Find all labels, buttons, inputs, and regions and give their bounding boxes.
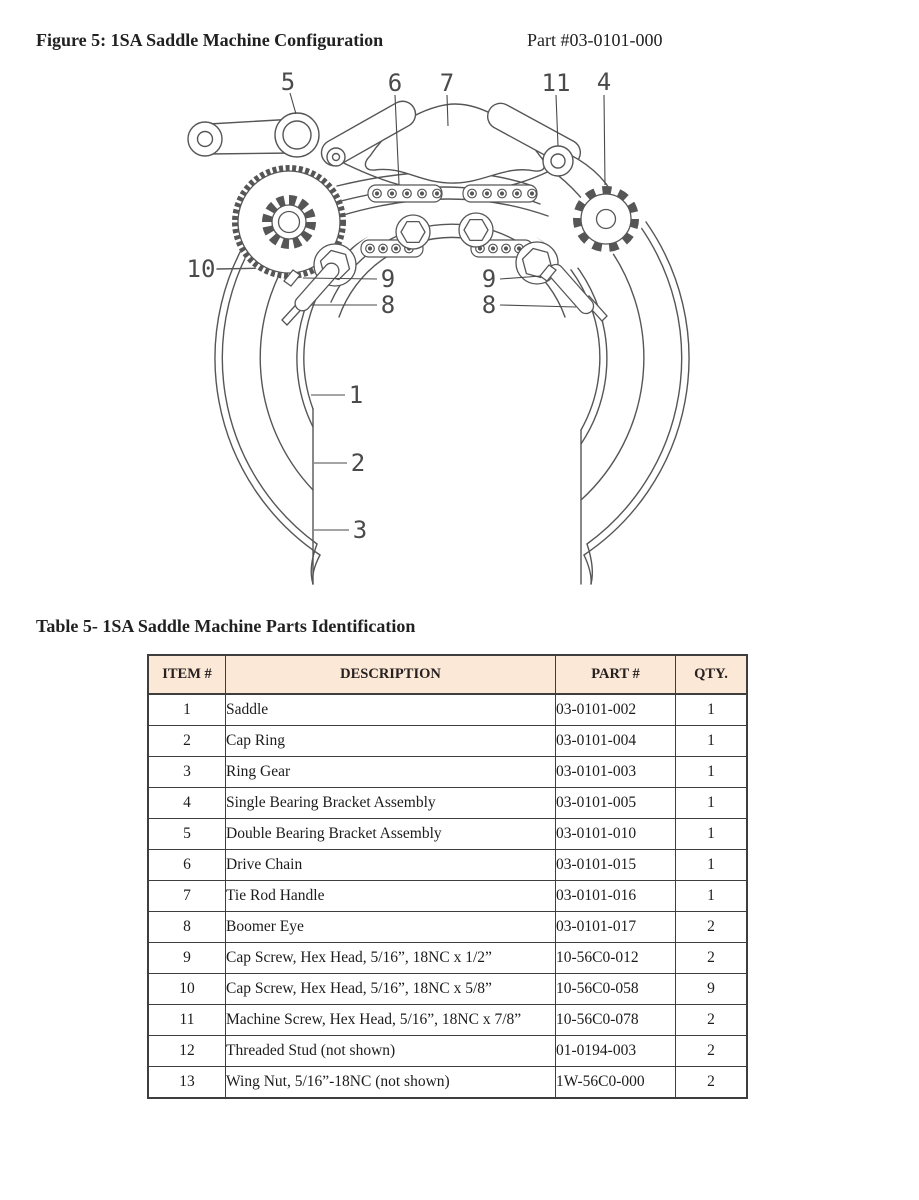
qty-cell: 9 — [676, 974, 748, 1005]
qty-cell: 2 — [676, 1067, 748, 1099]
part-number-cell: 10-56C0-012 — [556, 943, 676, 974]
bearing-11 — [543, 146, 573, 176]
callout-8-right: 8 — [481, 291, 497, 319]
column-header-0: ITEM # — [148, 655, 226, 694]
qty-cell: 2 — [676, 912, 748, 943]
table-row — [148, 850, 747, 881]
callout-9-left: 9 — [380, 265, 396, 293]
hex-bolt-mid-left — [396, 215, 430, 249]
callout-5: 5 — [280, 68, 296, 96]
description-cell: Cap Ring — [226, 726, 556, 757]
item-number-cell: 10 — [148, 974, 226, 1005]
table-title: Table 5- 1SA Saddle Machine Parts Identification — [36, 616, 416, 636]
item-number-cell: 8 — [148, 912, 226, 943]
item-number-cell: 4 — [148, 788, 226, 819]
qty-cell: 2 — [676, 943, 748, 974]
table-row — [148, 788, 747, 819]
part-number-cell: 03-0101-002 — [556, 694, 676, 726]
part-number-cell: 03-0101-005 — [556, 788, 676, 819]
qty-cell: 1 — [676, 819, 748, 850]
description-cell: Double Bearing Bracket Assembly — [226, 819, 556, 850]
callout-1: 1 — [348, 381, 364, 409]
part-number-cell: 03-0101-015 — [556, 850, 676, 881]
qty-cell: 1 — [676, 881, 748, 912]
item-number-cell: 11 — [148, 1005, 226, 1036]
qty-cell: 2 — [676, 1036, 748, 1067]
callout-10: 10 — [186, 255, 216, 283]
item-number-cell: 6 — [148, 850, 226, 881]
table-row — [148, 881, 747, 912]
item-number-cell: 3 — [148, 757, 226, 788]
part-number-cell: 03-0101-003 — [556, 757, 676, 788]
description-cell: Wing Nut, 5/16”-18NC (not shown) — [226, 1067, 556, 1099]
table-row — [148, 1067, 747, 1099]
callout-7: 7 — [439, 69, 455, 97]
table-row — [148, 912, 747, 943]
description-cell: Saddle — [226, 694, 556, 726]
description-cell: Ring Gear — [226, 757, 556, 788]
table-row — [148, 757, 747, 788]
part-number-cell: 1W-56C0-000 — [556, 1067, 676, 1099]
callout-2: 2 — [350, 449, 366, 477]
table-row — [148, 974, 747, 1005]
part-number-cell: 10-56C0-078 — [556, 1005, 676, 1036]
qty-cell: 1 — [676, 726, 748, 757]
description-cell: Cap Screw, Hex Head, 5/16”, 18NC x 1/2” — [226, 943, 556, 974]
description-cell: Cap Screw, Hex Head, 5/16”, 18NC x 5/8” — [226, 974, 556, 1005]
table-row — [148, 726, 747, 757]
qty-cell: 2 — [676, 1005, 748, 1036]
small-gear — [573, 186, 639, 252]
part-number-cell: 01-0194-003 — [556, 1036, 676, 1067]
drive-chain-upper-right — [463, 185, 537, 202]
part-number-cell: 03-0101-010 — [556, 819, 676, 850]
callout-8-left: 8 — [380, 291, 396, 319]
callout-6: 6 — [387, 69, 403, 97]
parts-table-head-row — [148, 655, 747, 694]
item-number-cell: 2 — [148, 726, 226, 757]
item-number-cell: 5 — [148, 819, 226, 850]
description-cell: Drive Chain — [226, 850, 556, 881]
table-row — [148, 943, 747, 974]
description-cell: Single Bearing Bracket Assembly — [226, 788, 556, 819]
table-row — [148, 694, 747, 726]
column-header-2: PART # — [556, 655, 676, 694]
qty-cell: 1 — [676, 694, 748, 726]
table-row — [148, 1005, 747, 1036]
item-number-cell: 9 — [148, 943, 226, 974]
column-header-3: QTY. — [676, 655, 748, 694]
column-header-1: DESCRIPTION — [226, 655, 556, 694]
hex-bolt-mid-right — [459, 213, 493, 247]
table-row — [148, 819, 747, 850]
item-number-cell: 12 — [148, 1036, 226, 1067]
figure-title: Figure 5: 1SA Saddle Machine Configuration — [36, 30, 384, 50]
part-number-cell: 03-0101-016 — [556, 881, 676, 912]
part-number-cell: 10-56C0-058 — [556, 974, 676, 1005]
callout-11: 11 — [541, 69, 571, 97]
qty-cell: 1 — [676, 757, 748, 788]
description-cell: Threaded Stud (not shown) — [226, 1036, 556, 1067]
item-number-cell: 7 — [148, 881, 226, 912]
qty-cell: 1 — [676, 788, 748, 819]
qty-cell: 1 — [676, 850, 748, 881]
parts-table — [147, 654, 748, 1099]
parts-table-body — [148, 694, 747, 1098]
drive-chain-upper-left — [368, 185, 442, 202]
table-row — [148, 1036, 747, 1067]
description-cell: Boomer Eye — [226, 912, 556, 943]
callout-9-right: 9 — [481, 265, 497, 293]
callout-4: 4 — [596, 68, 612, 96]
item-number-cell: 13 — [148, 1067, 226, 1099]
part-number-cell: 03-0101-004 — [556, 726, 676, 757]
callout-3: 3 — [352, 516, 368, 544]
figure-part-number: Part #03-0101-000 — [527, 30, 663, 50]
item-number-cell: 1 — [148, 694, 226, 726]
part-number-cell: 03-0101-017 — [556, 912, 676, 943]
description-cell: Machine Screw, Hex Head, 5/16”, 18NC x 7/8” — [226, 1005, 556, 1036]
saddle-machine-diagram — [0, 58, 919, 618]
description-cell: Tie Rod Handle — [226, 881, 556, 912]
